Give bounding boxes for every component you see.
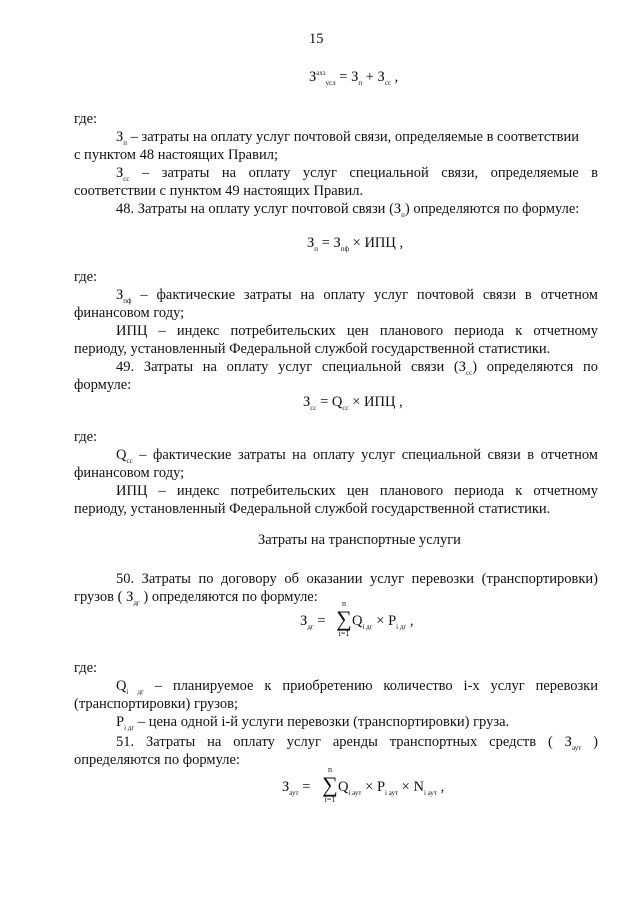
formula-vehicle-rent: $З_{аут}$ = n ∑ i=1 $Q_{i аут} \times P_{i аут} \times N_{i аут}$ , — [282, 765, 445, 804]
formula-special: $З_{сс} = Q_{сс}$ × ИПЦ , — [303, 394, 403, 412]
definition-actual-special-cont: финансовом году; — [74, 465, 185, 481]
section-heading: Затраты на транспортные услуги — [258, 532, 461, 548]
definition-actual-postal: $З_{пф}$ – фактические затраты на оплату услуг почтовой связи в отчетном — [116, 287, 598, 305]
definition-cpi: ИПЦ – индекс потребительских цен планового периода к отчетному — [116, 323, 598, 339]
paragraph-50-cont: грузов ( $З_{дг}$ ) определяются по формуле: — [74, 589, 318, 607]
where-label: где: — [74, 660, 98, 676]
where-label: где: — [74, 429, 98, 445]
paragraph-51-cont: определяются по формуле: — [74, 752, 240, 768]
definition-freight-price: $P_{i дг}$ – цена одной i-й услуги перевозки (транспортировки) груза. — [116, 714, 510, 732]
definition-postal-costs-cont: с пунктом 48 настоящих Правил; — [74, 147, 278, 163]
where-label: где: — [74, 269, 98, 285]
definition-freight-quantity: $Q_{i дг}$ – планируемое к приобретению количество i-х услуг перевозки — [116, 678, 598, 696]
definition-special-costs-cont: соответствии с пунктом 49 настоящих Правил. — [74, 183, 364, 199]
page-number: 15 — [309, 31, 324, 47]
formula-postal: $З_п = З_{пф}$ × ИПЦ , — [307, 235, 404, 253]
formula-freight: $З_{дг}$ = n ∑ i=1 $Q_{i дг} \times P_{i дг}$ , — [300, 599, 414, 638]
definition-cpi-cont: периоду, установленный Федеральной службой государственной статистики. — [74, 501, 551, 517]
definition-cpi-cont: периоду, установленный Федеральной службой государственной статистики. — [74, 341, 551, 357]
paragraph-50: 50. Затраты по договору об оказании услуг перевозки (транспортировки) — [116, 571, 598, 587]
paragraph-51: 51. Затраты на оплату услуг аренды транспортных средств ( $З_{аут}$ ) — [116, 734, 598, 752]
definition-actual-postal-cont: финансовом году; — [74, 305, 185, 321]
definition-cpi: ИПЦ – индекс потребительских цен планового периода к отчетному — [116, 483, 598, 499]
paragraph-48: 48. Затраты на оплату услуг почтовой связи $(З_п)$ определяются по формуле: — [116, 201, 580, 219]
definition-freight-quantity-cont: (транспортировки) грузов; — [74, 696, 239, 712]
paragraph-49-cont: формуле: — [74, 377, 132, 393]
paragraph-49: 49. Затраты на оплату услуг специальной связи $(З_{сс})$ определяются по — [116, 359, 598, 377]
definition-postal-costs: $З_п$ – затраты на оплату услуг почтовой связи, определяемые в соответствии — [116, 129, 579, 147]
where-label: где: — [74, 111, 98, 127]
formula-total-communication: $З^{ахз}_{усл} = З_п + З_{сс}$ , — [309, 69, 399, 87]
definition-actual-special: $Q_{сс}$ – фактические затраты на оплату услуг специальной связи в отчетном — [116, 447, 598, 465]
definition-special-costs: $З_{сс}$ – затраты на оплату услуг специальной связи, определяемые в — [116, 165, 598, 183]
